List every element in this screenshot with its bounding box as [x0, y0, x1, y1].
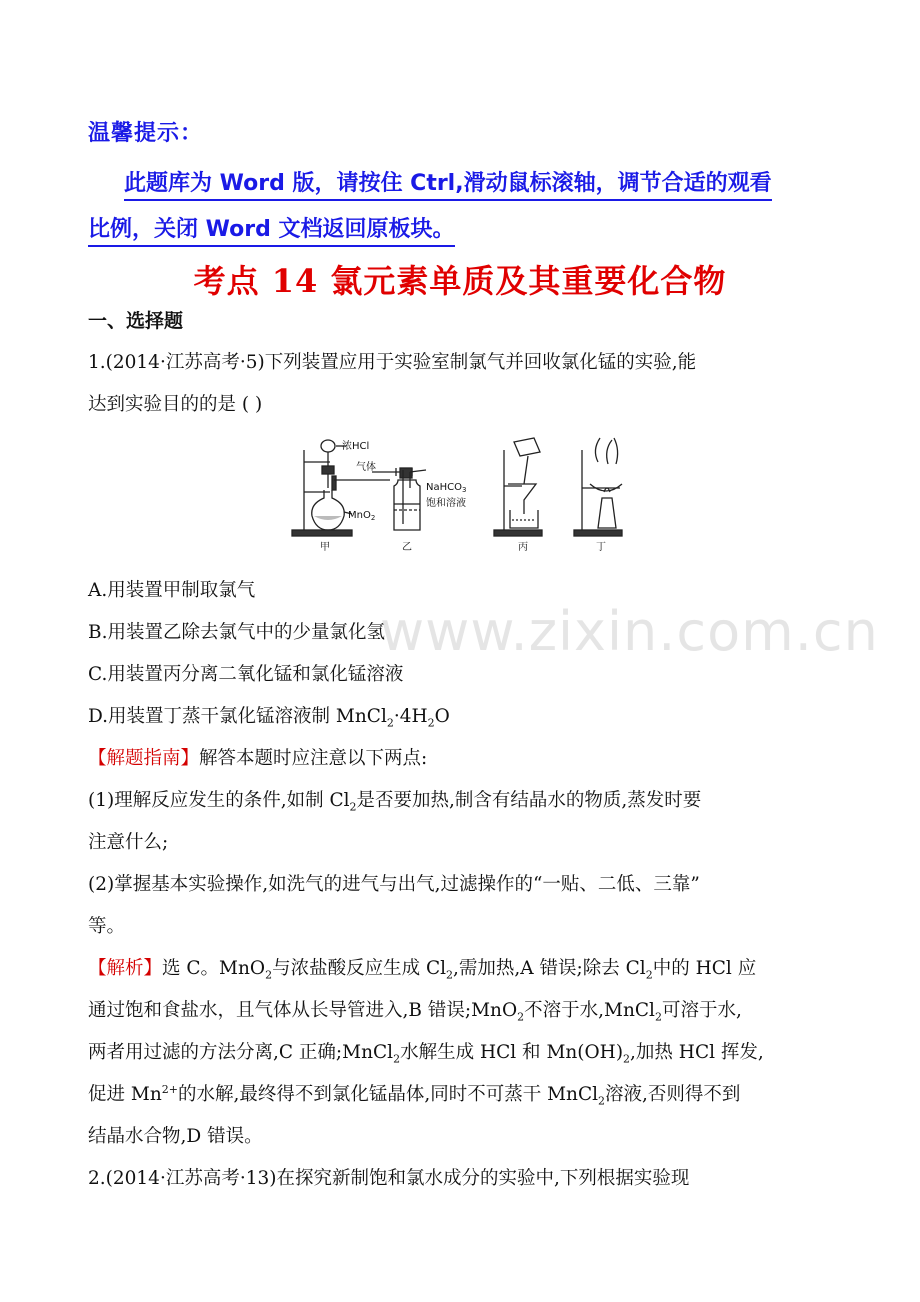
caption-yi: 乙 [402, 542, 412, 553]
option-a: A.用装置甲制取氯气 [88, 580, 256, 601]
option-b: B.用装置乙除去氯气中的少量氯化氢 [88, 622, 385, 643]
guide-heading: 【解题指南】解答本题时应注意以下两点: [88, 748, 428, 769]
label-mno2: MnO$_2$ [348, 510, 376, 522]
q1-stem-line-1: 1.(2014·江苏高考·5)下列装置应用于实验室制氯气并回收氯化锰的实验,能 [88, 352, 697, 373]
answer-line-4: 促进 $Mn^{2+}$的水解,最终得不到氯化锰晶体,同时不可蒸干 MnCl$_2$溶液,否则得不到 [88, 1082, 741, 1108]
tip-line-2: 比例，关闭 Word 文档返回原板块。 [88, 212, 455, 247]
guide-point-1-cont: 注意什么; [88, 832, 169, 853]
guide-tag: 【解题指南】 [88, 748, 200, 769]
answer-line-3: 两者用过滤的方法分离,C 正确;MnCl$_2$水解生成 HCl 和 $Mn(OH)_2$,加热 HCl 挥发, [88, 1042, 764, 1066]
q2-stem-line-1: 2.(2014·江苏高考·13)在探究新制饱和氯水成分的实验中,下列根据实验现 [88, 1168, 690, 1189]
section-heading: 一、选择题 [88, 310, 184, 332]
label-gas: 气体 [356, 462, 376, 473]
guide-point-2-cont: 等。 [88, 916, 126, 937]
watermark: www.zixin.com.cn [380, 600, 879, 663]
page-title: 考点 14 氯元素单质及其重要化合物 [193, 262, 727, 300]
option-d: D.用装置丁蒸干氯化锰溶液制 $MnCl_2\cdot 4H_2O$ [88, 706, 450, 730]
guide-point-1: (1)理解反应发生的条件,如制 $Cl_2$是否要加热,制含有结晶水的物质,蒸发时要 [88, 790, 702, 814]
answer-tag: 【解析】 [88, 958, 163, 979]
caption-ding: 丁 [596, 542, 606, 553]
option-c: C.用装置丙分离二氧化锰和氯化锰溶液 [88, 664, 404, 685]
tip-line-1: 此题库为 Word 版，请按住 Ctrl,滑动鼠标滚轴，调节合适的观看 [124, 166, 772, 201]
caption-jia: 甲 [320, 542, 330, 553]
tip-label: 温馨提示： [88, 121, 204, 146]
answer-line-5: 结晶水合物,D 错误。 [88, 1126, 263, 1147]
label-nahco3: NaHCO$_3$ [426, 482, 467, 494]
label-solution: 饱和溶液 [426, 498, 466, 509]
q1-stem-line-2: 达到实验目的的是 ( ) [88, 394, 263, 415]
guide-point-2: (2)掌握基本实验操作,如洗气的进气与出气,过滤操作的“一贴、二低、三靠” [88, 874, 700, 895]
label-hcl: 浓HCl [342, 441, 370, 452]
caption-bing: 丙 [518, 542, 528, 553]
answer-line-1: 【解析】选 C。MnO$_2$与浓盐酸反应生成 $Cl_2$,需加热,A 错误;除去 $Cl_2$中的 HCl 应 [88, 958, 757, 982]
answer-line-2: 通过饱和食盐水，且气体从长导管进入,B 错误;MnO$_2$不溶于水,MnCl$_2$可溶于水, [88, 1000, 742, 1024]
apparatus-figure [290, 432, 640, 557]
